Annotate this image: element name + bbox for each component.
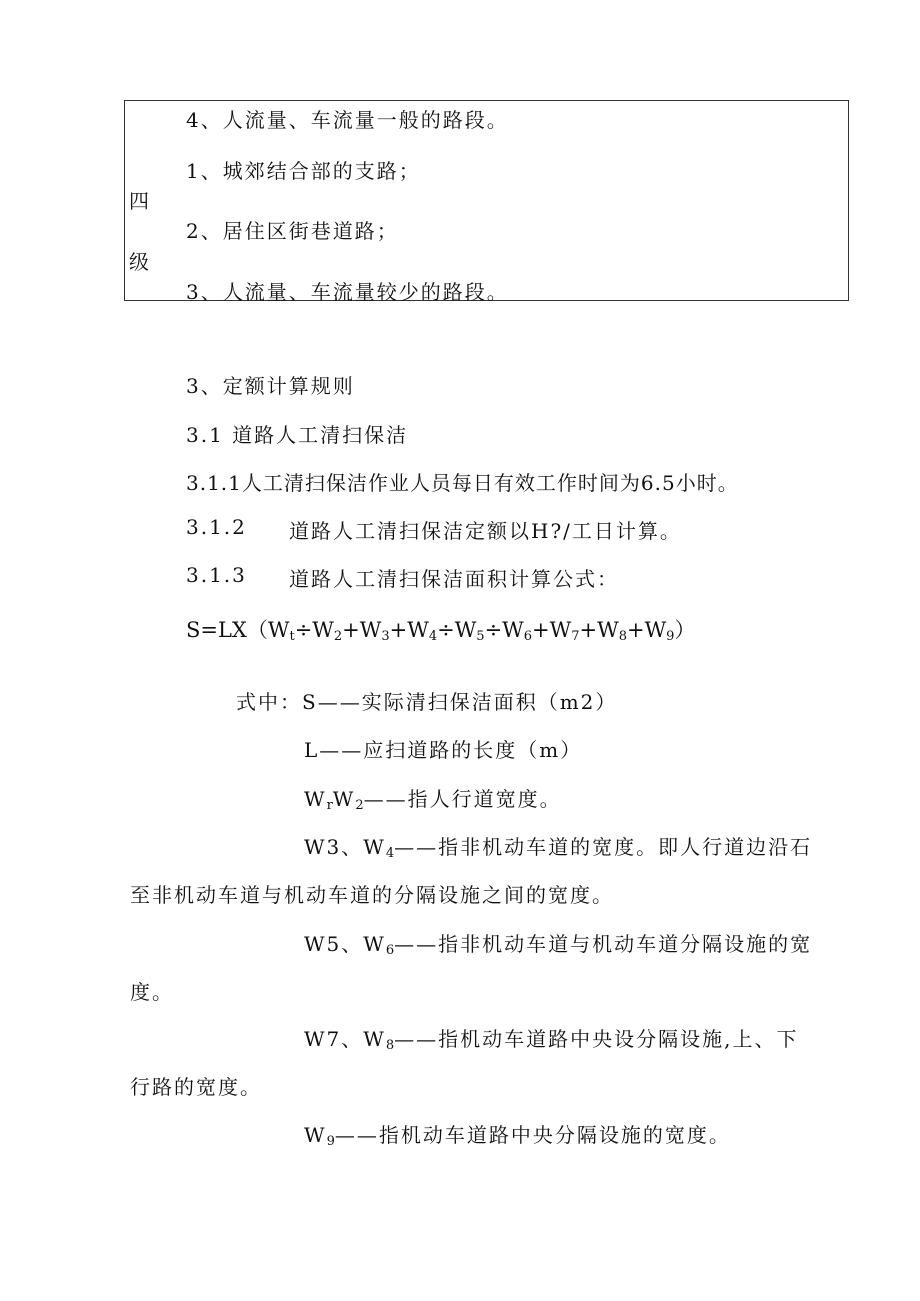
- definition-w7-w8: W7、$W_8——$指机动车道路中央设分隔设施,上、下: [304, 1027, 799, 1053]
- table-row-top: 4、人流量、车流量一般的路段。: [186, 108, 509, 132]
- definition-w5-w6-continued: 度。: [130, 980, 174, 1004]
- paragraph-3-1-1: 3.1.1人工清扫保洁作业人员每日有效工作时间为6.5小时。: [186, 471, 739, 495]
- table-item-3: 3、人流量、车流量较少的路段。: [186, 280, 509, 304]
- definition-w1-w2: $W_rW_2——$指人行道宽度。: [304, 787, 562, 813]
- section-subheading: 3.1 道路人工清扫保洁: [186, 423, 409, 447]
- level-label-ji: 级: [129, 250, 151, 274]
- definition-w9: $W_9——$指机动车道路中央分隔设施的宽度。: [304, 1123, 731, 1149]
- definition-s: 式中：S——实际清扫保洁面积（m2）: [236, 690, 618, 714]
- paragraph-3-1-3-number: 3.1.3: [186, 563, 247, 587]
- section-heading: 3、定额计算规则: [186, 374, 355, 398]
- table-item-1: 1、城郊结合部的支路；: [186, 159, 421, 183]
- paragraph-3-1-3-text: 道路人工清扫保洁面积计算公式：: [289, 567, 619, 591]
- paragraph-3-1-2-number: 3.1.2: [186, 515, 247, 539]
- area-formula: $S=LX(W_t\div W_2+W_3+W_4\div W_5\div W_6+W_7+W_8+W_9)$: [186, 618, 696, 644]
- paragraph-3-1-2-text: 道路人工清扫保洁定额以H?/工日计算。: [289, 519, 682, 543]
- definition-w5-w6: W5、$W_6——$指非机动车道与机动车道分隔设施的宽: [304, 932, 813, 958]
- definition-w3-w4: W3、$W_4——$指非机动车道的宽度。即人行道边沿石: [304, 835, 813, 861]
- table-item-2: 2、居住区街巷道路；: [186, 219, 399, 243]
- definition-l: L——应扫道路的长度（m）: [304, 738, 583, 762]
- definition-w3-w4-continued: 至非机动车道与机动车道的分隔设施之间的宽度。: [130, 883, 614, 907]
- level-label-si: 四: [129, 189, 151, 213]
- definition-w7-w8-continued: 行路的宽度。: [130, 1075, 262, 1099]
